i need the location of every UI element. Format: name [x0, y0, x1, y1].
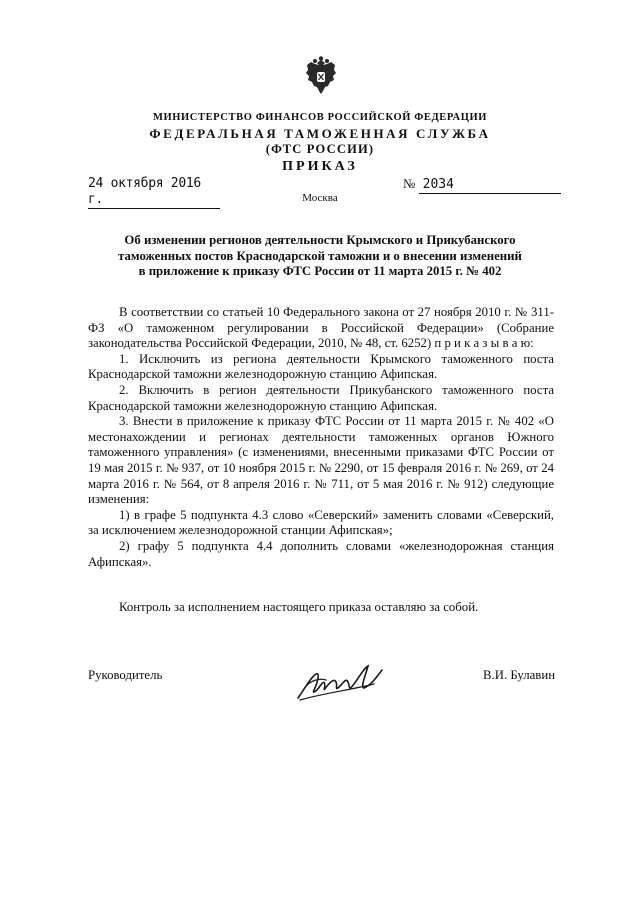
title-line: в приложение к приказу ФТС России от 11 марта 2015 г. № 402: [138, 264, 502, 278]
document-type: ПРИКАЗ: [282, 159, 358, 174]
ministry-name: МИНИСТЕРСТВО ФИНАНСОВ РОССИЙСКОЙ ФЕДЕРАЦИИ: [152, 112, 488, 123]
handwritten-signature-icon: [290, 660, 400, 706]
service-name: ФЕДЕРАЛЬНАЯ ТАМОЖЕННАЯ СЛУЖБА: [149, 126, 491, 141]
signatory-role: Руководитель: [88, 668, 163, 682]
item-3-paragraph: 3. Внести в приложение к приказу ФТС России от 11 марта 2015 г. № 402 «О местонахождении и регионах деятельности таможенных органов Южного таможенного управления» (с изменениями, внесенными приказами ФТС России от 19 мая 2015 г. № 937, от 10 ноября 2015 г. № 2290, от 15 февраля 2016 г. № 269, от 24 марта 2016 г. № 564, от 8 апреля 2016 г. № 711, от 5 мая 2016 г. № 912) следующие изменения:: [88, 414, 554, 507]
order-date: 24 октября 2016 г.: [88, 176, 220, 209]
item-1-paragraph: 1. Исключить из региона деятельности Крымского таможенного поста Краснодарской таможни железнодорожную станцию Афипская.: [88, 351, 554, 382]
coat-of-arms-emblem-icon: [302, 56, 340, 96]
subitem-2-paragraph: 2) графу 5 подпункта 4.4 дополнить словами «железнодорожная станция Афипская».: [88, 538, 554, 569]
number-label: №: [403, 176, 416, 191]
signatory-name: В.И. Булавин: [483, 668, 556, 682]
order-body: [88, 305, 554, 570]
city: Москва: [302, 192, 338, 204]
preamble-paragraph: В соответствии со статьей 10 Федерального закона от 27 ноября 2010 г. № 311-ФЗ «О таможенном регулировании в Российской Федерации» (Собрание законодательства Российской Федерации, 2010, № 48, ст. 6252) п р и к а з ы в а ю:: [88, 305, 554, 351]
title-line: Об изменении регионов деятельности Крымского и Прикубанского: [124, 233, 516, 247]
subitem-1-paragraph: 1) в графе 5 подпункта 4.3 слово «Северский» заменить словами «Северский, за исключением железнодорожной станции Афипская»;: [88, 507, 554, 538]
service-short-name: (ФТС РОССИИ): [265, 142, 375, 156]
control-paragraph: Контроль за исполнением настоящего приказа оставляю за собой.: [119, 600, 479, 614]
order-number: 2034: [419, 177, 561, 194]
title-line: таможенных постов Краснодарской таможни и о внесении изменений: [118, 248, 522, 263]
order-title: [96, 233, 544, 280]
item-2-paragraph: 2. Включить в регион деятельности Прикубанского таможенного поста Краснодарской таможни железнодорожную станцию Афипская.: [88, 382, 554, 413]
